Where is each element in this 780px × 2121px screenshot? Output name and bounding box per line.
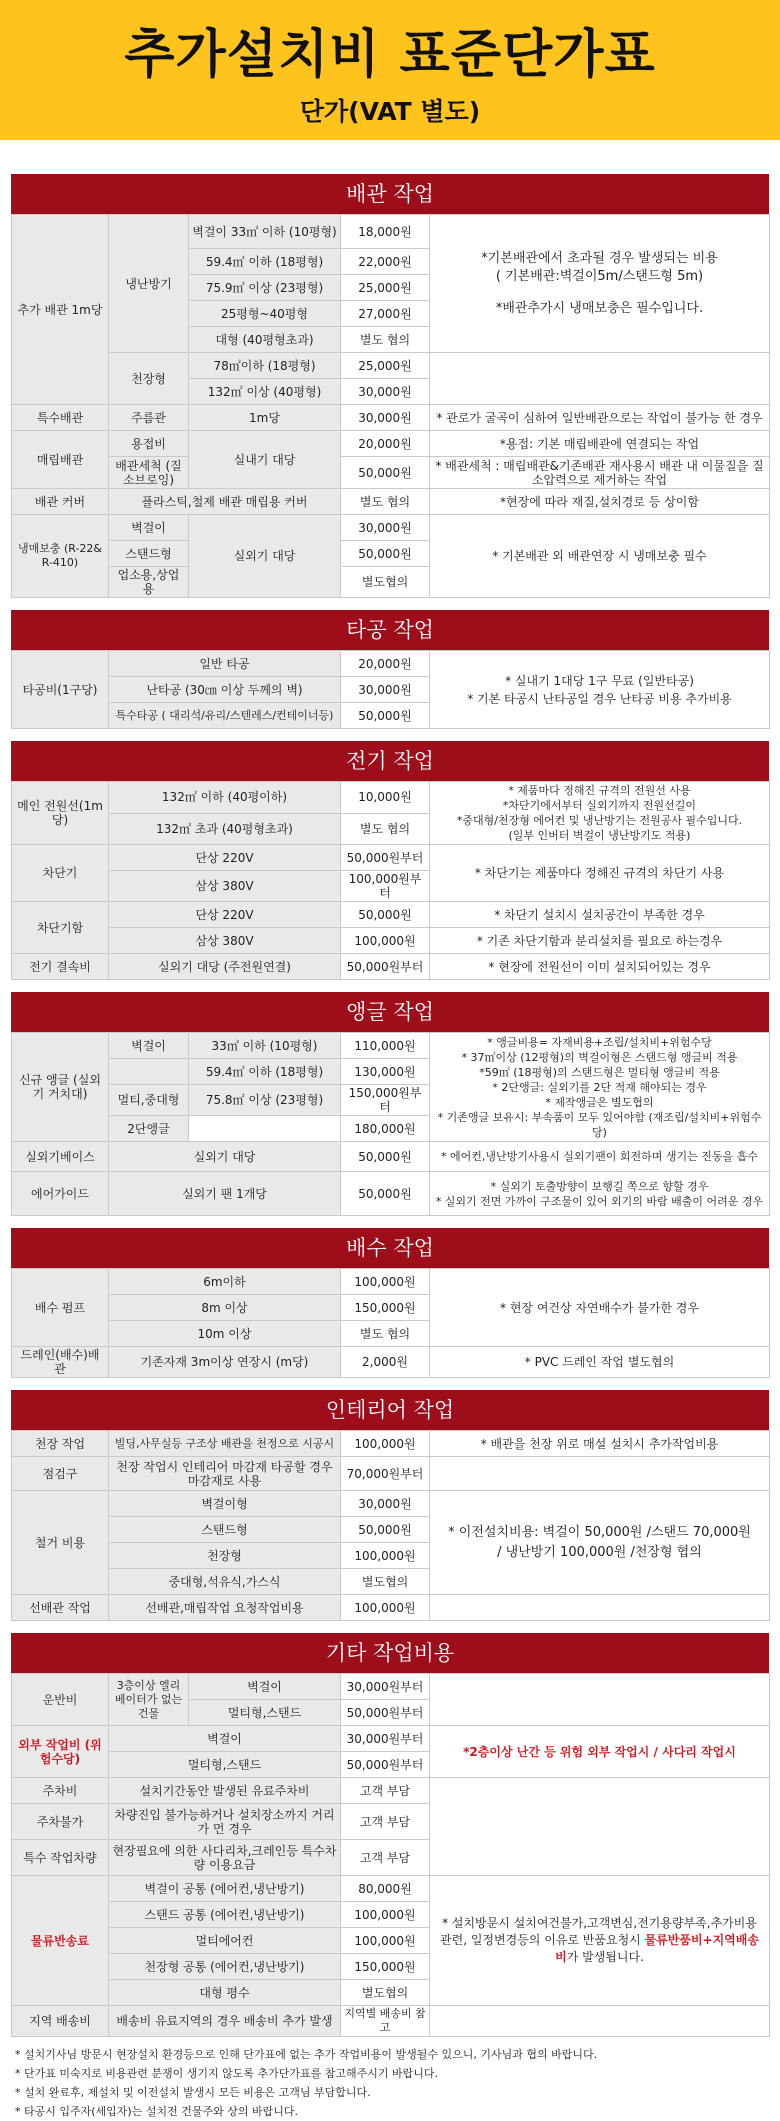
price-cell: 18,000원 — [341, 215, 430, 249]
table-row: 특수타공 ( 대리석/유리/스텐레스/컨테이너등) 50,000원 — [12, 703, 770, 729]
page-header — [0, 0, 780, 140]
table-row: 철거 비용 벽걸이형 30,000원 * 이전설치비용: 벽걸이 50,000원 /스탠드 70,000원 / 냉난방기 100,000원 /천장형 협의 — [12, 1491, 770, 1517]
footer-note: * 설치 완료후, 제설치 및 이전설치 발생시 모든 비용은 고객님 부담합니다. — [15, 2086, 371, 2099]
table-row: 에어가이드 실외기 팬 1개당 50,000원 * 실외기 토출방향이 보행길 쪽으로 향할 경우 * 실외기 전면 가까이 구조물이 있어 외기의 바람 배출이 어려운 경우 — [12, 1172, 770, 1216]
table-row: 신규 앵글 (실외기 거치대) 벽걸이 33㎡ 이하 (10평형) 110,000원 * 앵글비용= 자재비용+조립/설치비+위험수당 * 37㎡이상 (12평형)의 벽걸이형은 스탠드형 앵글비 적용 *59㎡ (18평형)의 스탠드형은 멀티형 앵글비 적용 * 2단앵글: 실외기를 2단 적재 해야되는 경우 * 제작앵글은 별도협의 * 기존앵글 보유시: 부속품이 모두 있어야함 (재조립/설치비+위험수당) — [12, 1033, 770, 1059]
table-row: 주차비 설치기간동안 발생된 유료주차비 고객 부담 — [12, 1778, 770, 1804]
table-row: 중대형,석유식,가스식 별도협의 — [12, 1569, 770, 1595]
table-row: 물류반송료 벽걸이 공통 (에어컨,냉난방기) 80,000원 * 설치방문시 설치여건불가,고객변심,전기용량부족,추가비용관련, 일정변경등의 이유로 반품요청시 물류반품비+지역배송비가 발생됩니다. — [12, 1876, 770, 1902]
table-row: 메인 전원선(1m당) 132㎡ 이하 (40평이하) 10,000원 * 제품마다 정해진 규격의 전원선 사용 *차단기에서부터 실외기까지 전원선길이 *중대형/천장형 에어컨 및 냉난방기는 전원공사 필수입니다. (일부 인버터 벽걸이 냉난방기도 적용) — [12, 782, 770, 814]
table-row: 스탠드형 50,000원 — [12, 541, 770, 567]
table-row: 타공비(1구당) 일반 타공 20,000원 * 실내기 1대당 1구 무료 (일반타공) * 기본 타공시 난타공일 경우 난타공 비용 추가비용 — [12, 651, 770, 677]
table-row: 132㎡ 초과 (40평형초과) 별도 협의 — [12, 813, 770, 845]
table-pipe — [11, 214, 770, 598]
table-row: 132㎡ 이상 (40평형) 30,000원 — [12, 379, 770, 405]
footer-note: * 타공시 입주자(세입자)는 설치전 건물주와 상의 바랍니다. — [15, 2105, 298, 2118]
footer-notes — [11, 2045, 769, 2121]
table-row: 선배관 작업 선배관,매립작업 요청작업비용 100,000원 — [12, 1595, 770, 1621]
table-row: 드레인(배수)배관 기존자재 3m이상 연장시 (m당) 2,000원 * PVC 드레인 작업 별도협의 — [12, 1347, 770, 1378]
table-row: 스탠드 공통 (에어컨,냉난방기) 100,000원 — [12, 1902, 770, 1928]
table-row: 멀티,중대형 75.8㎡ 이상 (23평형) 150,000원부터 — [12, 1085, 770, 1116]
table-row: 지역 배송비 배송비 유료지역의 경우 배송비 추가 발생 지역별 배송비 참고 — [12, 2006, 770, 2037]
table-row: 냉매보충 (R-22& R-410) 벽걸이 실외기 대당 30,000원 * 기본배관 외 배관연장 시 냉매보충 필수 — [12, 515, 770, 541]
table-row: 특수 작업차량 현장필요에 의한 사다리차,크레인등 특수차량 이용요금 고객 부담 — [12, 1840, 770, 1876]
table-elec — [11, 781, 770, 980]
footer-note: * 단가표 미숙지로 비용관련 분쟁이 생기지 않도록 추가단가표를 참고해주시기 바랍니다. — [15, 2067, 438, 2080]
table-etc — [11, 1673, 770, 2037]
table-row: 배관 커버 플라스틱,철제 배관 매립용 커버 별도 협의 *현장에 따라 재질,설치경로 등 상이함 — [12, 489, 770, 515]
table-row: 멀티형,스탠드 50,000원부터 — [12, 1752, 770, 1778]
table-row: 특수배관 주름관 1m당 30,000원 * 관로가 굴곡이 심하여 일반배관으로는 작업이 불가능 한 경우 — [12, 405, 770, 431]
table-hole — [11, 650, 770, 729]
table-row: 업소용,상업용 별도협의 — [12, 567, 770, 598]
section-title-pipe: 배관 작업 — [11, 174, 769, 214]
table-row: 10m 이상 별도 협의 — [12, 1321, 770, 1347]
section-title-interior: 인테리어 작업 — [11, 1390, 769, 1430]
table-row: 59.4㎡ 이하 (18평형) 130,000원 — [12, 1059, 770, 1085]
table-row: 전기 결속비 실외기 대당 (주전원연결) 50,000원부터 * 현장에 전원선이 이미 설치되어있는 경우 — [12, 954, 770, 980]
footer-note: * 설치기사님 방문시 현장설치 환경등으로 인해 단가표에 없는 추가 작업비용이 발생될수 있으니, 기사님과 협의 바랍니다. — [15, 2048, 598, 2061]
page-title: 추가설치비 표준단가표 — [124, 25, 656, 85]
table-interior — [11, 1430, 770, 1621]
note-cell: *기본배관에서 초과될 경우 발생되는 비용 ( 기본배관:벽걸이5m/스탠드형 5m) *배관추가시 냉매보충은 필수입니다. — [430, 215, 770, 353]
table-row: 운반비 3층이상 엘리베이터가 없는 건물 벽걸이 30,000원부터 — [12, 1674, 770, 1700]
section-title-etc: 기타 작업비용 — [11, 1633, 769, 1673]
table-row: 점검구 천장 작업시 인테리어 마감재 타공할 경우 마감재로 사용 70,000원부터 — [12, 1457, 770, 1491]
table-row: 매립배관 용접비 실내기 대당 20,000원 *용접: 기본 매립배관에 연결되는 작업 — [12, 431, 770, 457]
table-row: 천장형 78㎡이하 (18평형) 25,000원 — [12, 353, 770, 379]
table-row: 삼상 380V 100,000원 * 기존 차단기함과 분리설치를 필요로 하는경우 — [12, 928, 770, 954]
table-row: 25평형~40평형 27,000원 — [12, 301, 770, 327]
table-row: 배수 펌프 6m이하 100,000원 * 현장 여건상 자연배수가 불가한 경우 — [12, 1269, 770, 1295]
table-row: 천장형 공통 (에어컨,냉난방기) 150,000원 — [12, 1954, 770, 1980]
table-row: 실외기베이스 실외기 대당 50,000원 * 에어컨,냉난방기사용시 실외기팬이 회전하며 생기는 진동을 흡수 — [12, 1142, 770, 1172]
table-row: 75.9㎡ 이상 (23평형) 25,000원 — [12, 275, 770, 301]
table-row: 대형 (40평형초과) 별도 협의 — [12, 327, 770, 353]
table-row: 대형 평수 별도협의 — [12, 1980, 770, 2006]
page-subtitle: 단가(VAT 별도) — [299, 97, 481, 126]
table-row: 삼상 380V 100,000원부터 — [12, 871, 770, 902]
table-row: 차단기함 단상 220V 50,000원 * 차단기 설치시 설치공간이 부족한 경우 — [12, 902, 770, 928]
table-drain — [11, 1268, 770, 1378]
table-row: 스탠드형 50,000원 — [12, 1517, 770, 1543]
table-row: 8m 이상 150,000원 — [12, 1295, 770, 1321]
table-row: 차단기 단상 220V 50,000원부터 * 차단기는 제품마다 정해진 규격의 차단기 사용 — [12, 845, 770, 871]
table-row: 주차불가 차량진입 불가능하거나 설치장소까지 거리가 먼 경우 고객 부담 — [12, 1804, 770, 1840]
table-row: 배관세척 (질소브로잉) 50,000원 * 배관세척 : 매립배관&기존배관 재사용시 배관 내 이물질을 질소압력으로 제거하는 작업 — [12, 457, 770, 489]
table-row: 난타공 (30㎝ 이상 두께의 벽) 30,000원 — [12, 677, 770, 703]
section-title-angle: 앵글 작업 — [11, 992, 769, 1032]
table-row: 천장형 100,000원 — [12, 1543, 770, 1569]
table-row: 추가 배관 1m당 냉난방기 벽걸이 33㎡ 이하 (10평형) 18,000원 *기본배관에서 초과될 경우 발생되는 비용 ( 기본배관:벽걸이5m/스탠드형 5m) *배관추가시 냉매보충은 필수입니다. — [12, 215, 770, 249]
category-cell: 추가 배관 1m당 — [12, 215, 109, 405]
table-angle — [11, 1032, 770, 1216]
section-title-drain: 배수 작업 — [11, 1228, 769, 1268]
section-title-elec: 전기 작업 — [11, 741, 769, 781]
table-row: 멀티에어컨 100,000원 — [12, 1928, 770, 1954]
section-title-hole: 타공 작업 — [11, 610, 769, 650]
price-sheet — [11, 174, 769, 2121]
table-row: 59.4㎡ 이하 (18평형) 22,000원 — [12, 249, 770, 275]
table-row: 천장 작업 빌딩,사무실등 구조상 배관을 천정으로 시공시 100,000원 * 배관을 천장 위로 매설 설치시 추가작업비용 — [12, 1431, 770, 1457]
table-row: 2단앵글 180,000원 — [12, 1116, 770, 1142]
table-row: 멀티형,스탠드 50,000원부터 — [12, 1700, 770, 1726]
table-row: 외부 작업비 (위험수당) 벽걸이 30,000원부터 *2층이상 난간 등 위험 외부 작업시 / 사다리 작업시 — [12, 1726, 770, 1752]
